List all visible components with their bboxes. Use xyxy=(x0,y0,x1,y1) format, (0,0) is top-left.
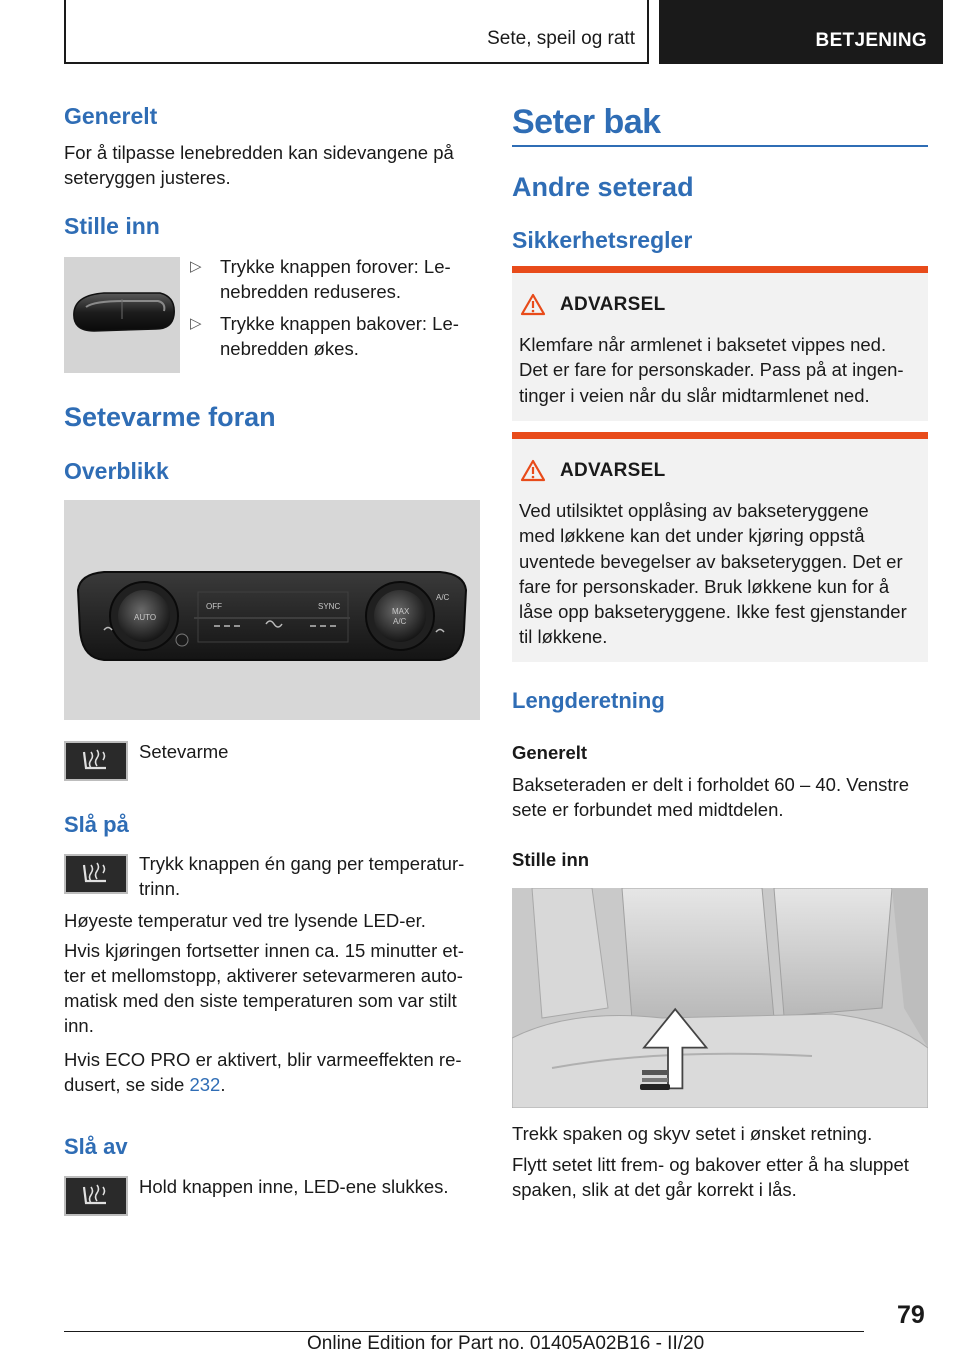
rear-seat-image xyxy=(512,888,928,1108)
sla-av-heading: Slå av xyxy=(64,1134,128,1159)
seat-heating-button-image xyxy=(64,854,128,894)
header-chapter-title: BETJENING xyxy=(815,30,927,51)
climate-panel-image xyxy=(64,500,480,720)
warning-text: Klemfare når armlenet i baksetet vippes ned. Det er fare for personskader. Pass på at ingen- tinger i veien når du slår midtarmlenet ned. xyxy=(519,334,904,406)
width-button-image xyxy=(64,257,180,373)
sla-pa-heading: Slå på xyxy=(64,812,129,837)
footer-divider xyxy=(64,1331,864,1332)
generelt-subheading: Generelt xyxy=(512,742,588,763)
warning-text: Ved utilsiktet opplåsing av bakseteryggene med løkkene kan det under kjøring oppstå uventede bevegelser av bakseteryggen. Det er fare for personskader. Bruk løkkene kun for å låse opp bakseteryggene. Ikke fest gjenstander til løkkene. xyxy=(519,500,907,648)
footer-edition: Online Edition for Part no. 01405A02B16 - II/20 xyxy=(307,1333,705,1354)
seat-heating-button-image xyxy=(64,741,128,781)
overblikk-heading: Overblikk xyxy=(64,458,169,484)
generelt-heading: Generelt xyxy=(64,103,158,129)
bullet-item: ▷ Trykke knappen bakover: Le- nebredden økes. xyxy=(190,313,459,359)
warning-box xyxy=(512,266,928,421)
seat-heating-icon xyxy=(78,1183,114,1209)
stille-inn-subheading: Stille inn xyxy=(512,849,590,870)
heading-divider xyxy=(512,145,928,147)
andre-seterad-heading: Andre seterad xyxy=(512,172,694,202)
generelt-text: For å tilpasse lenebredden kan sidevangene på seteryggen justeres. xyxy=(64,142,454,188)
seat-heating-icon xyxy=(78,861,114,887)
panel-ac-label: A/C xyxy=(436,593,450,602)
eco-text: Hvis ECO PRO er aktivert, blir varmeeffekten re- dusert, se side 232. xyxy=(64,1049,462,1095)
flytt-text: Flytt setet litt frem- og bakover etter å ha sluppet spaken, slik at det går korrekt i lås. xyxy=(512,1154,909,1200)
panel-max-ac-label: A/C xyxy=(393,617,407,626)
header-chapter-tab xyxy=(659,0,943,64)
panel-max-label: MAX xyxy=(392,607,410,616)
sla-av-text: Hold knappen inne, LED-ene slukkes. xyxy=(139,1176,449,1197)
trekk-text: Trekk spaken og skyv setet i ønsket retning. xyxy=(512,1123,873,1144)
panel-off-label: OFF xyxy=(206,602,222,611)
generelt-rear-text: Bakseteraden er delt i forholdet 60 – 40. Venstre sete er forbundet med midtdelen. xyxy=(512,774,909,820)
hoyeste-text: Høyeste temperatur ved tre lysende LED-er. xyxy=(64,910,426,931)
warning-title: ADVARSEL xyxy=(560,459,666,481)
header-section-tab xyxy=(64,0,649,64)
sla-pa-text: Trykk knappen én gang per temperatur- trinn. xyxy=(139,853,465,899)
seat-heating-icon xyxy=(78,748,114,774)
warning-box xyxy=(512,432,928,662)
stille-inn-heading: Stille inn xyxy=(64,213,160,239)
sikkerhetsregler-heading: Sikkerhetsregler xyxy=(512,227,693,253)
seter-bak-heading: Seter bak xyxy=(512,103,661,141)
lengderetning-heading: Lengderetning xyxy=(512,688,665,713)
hvis-text: Hvis kjøringen fortsetter innen ca. 15 minutter et- ter et mellomstopp, aktiverer setevarmeren auto- matisk med den siste temperaturen som var stilt inn. xyxy=(64,940,464,1036)
seat-heating-button-image xyxy=(64,1176,128,1216)
header-section-title: Sete, speil og ratt xyxy=(487,28,635,49)
warning-triangle-icon xyxy=(520,293,546,316)
setevarme-foran-heading: Setevarme foran xyxy=(64,402,276,432)
bullet-item: ▷ Trykke knappen forover: Le- nebredden reduseres. xyxy=(190,256,451,302)
triangle-bullet-icon: ▷ xyxy=(190,258,202,275)
panel-auto-label: AUTO xyxy=(134,613,157,622)
panel-sync-label: SYNC xyxy=(318,602,341,611)
warning-title: ADVARSEL xyxy=(560,293,666,315)
warning-triangle-icon xyxy=(520,459,546,482)
page-232-link[interactable]: 232 xyxy=(189,1074,221,1095)
setevarme-label: Setevarme xyxy=(139,741,229,762)
triangle-bullet-icon: ▷ xyxy=(190,315,202,332)
page-number: 79 xyxy=(897,1301,925,1329)
